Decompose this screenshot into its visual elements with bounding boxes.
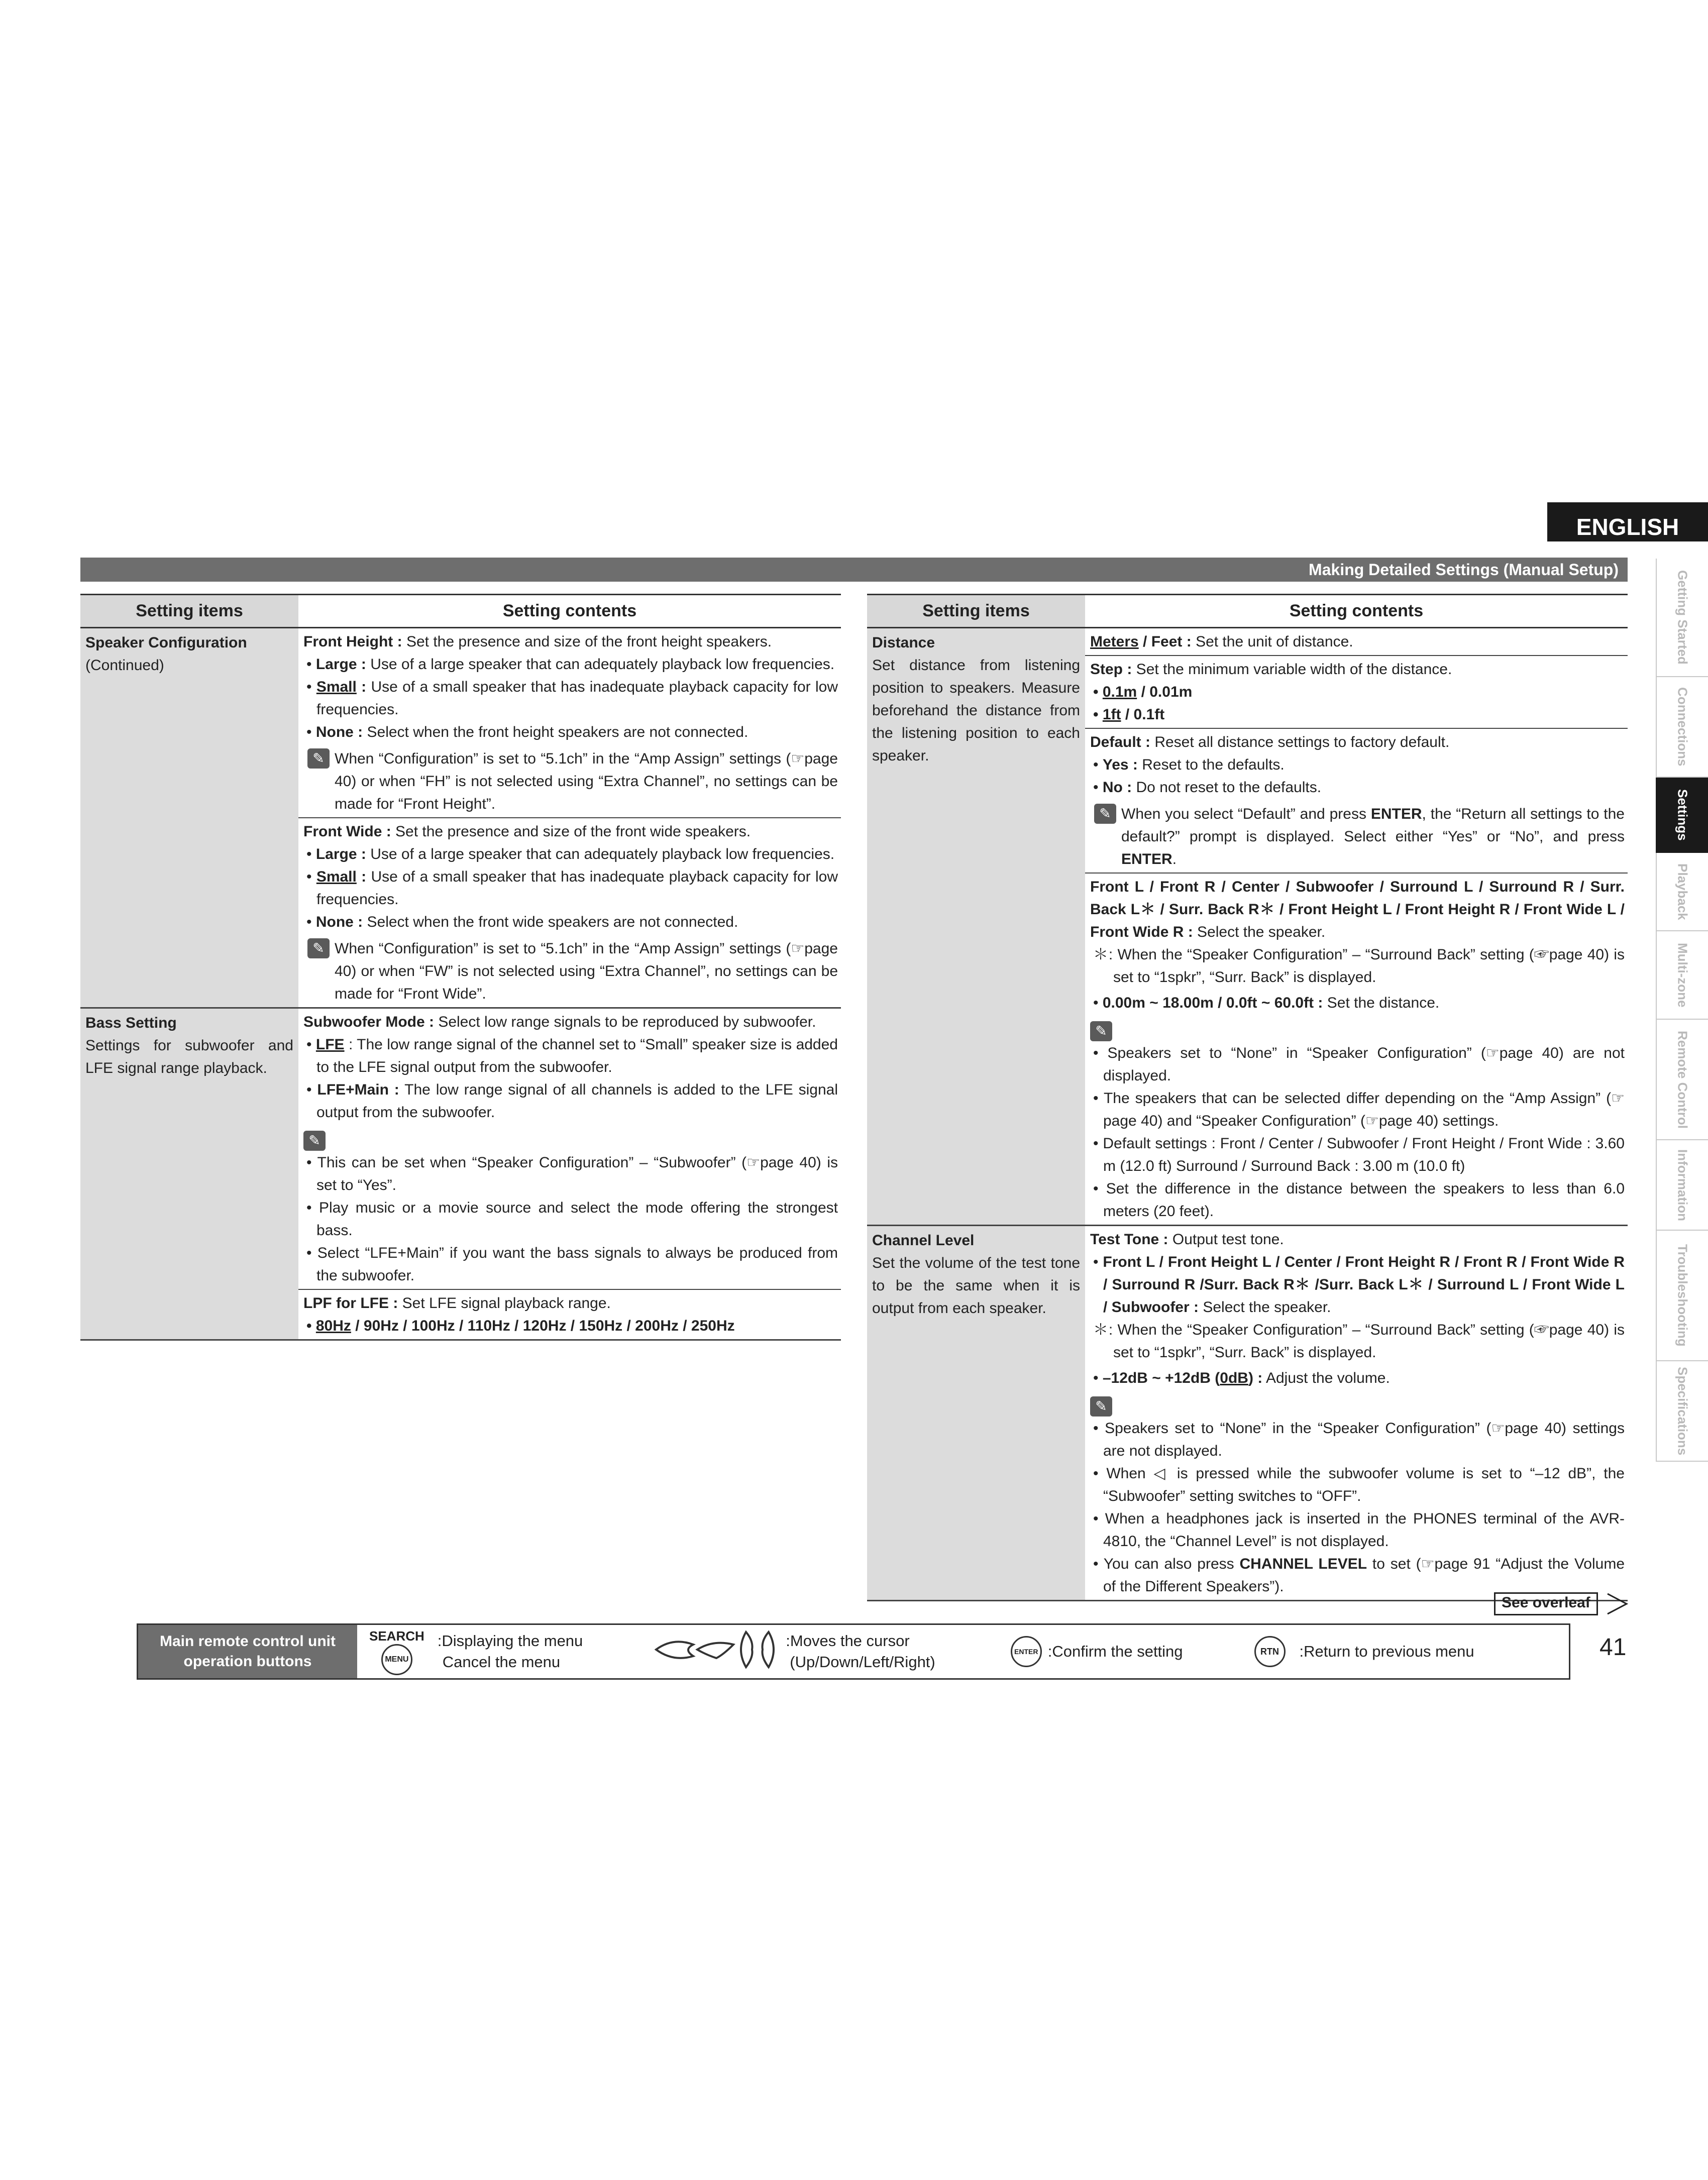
- label: LPF for LFE :: [303, 1295, 398, 1312]
- item-cell: [867, 628, 1085, 1226]
- label: Front Height :: [303, 633, 402, 650]
- side-tab-troubleshooting[interactable]: Troubleshooting: [1656, 1231, 1708, 1361]
- default-value: 0dB: [1220, 1370, 1248, 1386]
- option-text: Adjust the volume.: [1262, 1370, 1390, 1386]
- section-title-bar: Making Detailed Settings (Manual Setup): [80, 558, 1628, 582]
- menu-description: [438, 1630, 583, 1673]
- option-label: Large :: [315, 846, 366, 862]
- side-tab-multi-zone[interactable]: Multi-zone: [1656, 931, 1708, 1020]
- settings-table-right: [867, 594, 1628, 1601]
- pencil-icon: ✎: [307, 938, 330, 958]
- search-label: SEARCH: [369, 1628, 424, 1644]
- option-label: Small: [316, 868, 357, 885]
- side-tab-getting-started[interactable]: Getting Started: [1656, 559, 1708, 677]
- option-text: : The low range signal of the channel set to “Small” speaker size is added to the LFE signal output from the subwoofer.: [316, 1036, 838, 1075]
- item-description: Set distance from listening position to speakers. Measure beforehand the distance from the listening position to each speaker.: [872, 657, 1080, 764]
- item-description: Settings for subwoofer and LFE signal range playback.: [85, 1037, 293, 1076]
- text: Reset all distance settings to factory default.: [1150, 734, 1450, 750]
- option-text: Reset to the defaults.: [1137, 756, 1285, 773]
- item-description: Set the volume of the test tone to be the same when it is output from each speaker.: [872, 1255, 1080, 1317]
- key-name: ENTER: [1370, 806, 1422, 822]
- header-setting-contents: Setting contents: [1085, 595, 1628, 628]
- see-overleaf-link[interactable]: See overleaf: [1494, 1592, 1598, 1615]
- option-text: The low range signal of all channels is added to the LFE signal output from the subwoofer.: [316, 1081, 838, 1121]
- menu-desc-line: :Displaying the menu: [437, 1632, 583, 1650]
- footer-remote-buttons: [137, 1623, 1570, 1680]
- side-tab-settings[interactable]: Settings: [1656, 778, 1708, 853]
- header-setting-items: Setting items: [80, 595, 298, 628]
- side-tab-remote-control[interactable]: Remote Control: [1656, 1020, 1708, 1140]
- item-title: Speaker Configuration: [85, 634, 247, 651]
- option-text: Do not reset to the defaults.: [1132, 779, 1322, 796]
- item-cell: [867, 1226, 1085, 1601]
- enter-description: :Confirm the setting: [1047, 1643, 1183, 1660]
- return-description: :Return to previous menu: [1299, 1643, 1474, 1660]
- contents-cell: [1085, 628, 1628, 1226]
- subwoofer-mode-block: Subwoofer Mode : Select low range signals to be reproduced by subwoofer. • LFE : The low range signal of the channel set to “Small” speaker size is added to the LFE signal output from the subwoofer. • LFE+Main : The low range signal of all channels is added to the LFE signal output from the subwoofer. ✎ • This can be set when “Speaker Configuration” – “Subwoofer” (☞page 40) is set to “Yes”. • Play music or a movie source and select the mode offering the strongest bass. • Select “LFE+Main” if you want the bass signals to always be produced from the subwoofer.: [298, 1009, 841, 1289]
- contents-cell: [298, 1008, 841, 1340]
- pencil-icon: ✎: [307, 748, 330, 769]
- item-title: Distance: [872, 634, 935, 651]
- option-values: / 0.1ft: [1121, 706, 1165, 723]
- option-label: ) :: [1248, 1370, 1263, 1386]
- table-row-speaker-configuration: [80, 628, 841, 1008]
- option-text: Select when the front height speakers are not connected.: [363, 724, 749, 740]
- text: Select the speaker.: [1193, 924, 1326, 940]
- item-title: Bass Setting: [85, 1015, 177, 1031]
- note-item: • Speakers set to “None” in “Speaker Configuration” (☞page 40) are not displayed.: [1093, 1045, 1625, 1084]
- menu-desc-line: Cancel the menu: [442, 1653, 561, 1671]
- option-colon: :: [356, 868, 367, 885]
- option-label: None :: [315, 914, 363, 930]
- cursor-desc-line: :Moves the cursor: [786, 1632, 910, 1650]
- settings-table-left: [80, 594, 841, 1341]
- option-text: Use of a small speaker that has inadequate playback capacity for low frequencies.: [316, 679, 838, 718]
- label: / Feet :: [1138, 633, 1192, 650]
- table-row-distance: [867, 628, 1628, 1226]
- label: Subwoofer Mode :: [303, 1014, 434, 1030]
- page-number: 41: [1599, 1634, 1627, 1661]
- default-value: Meters: [1090, 633, 1139, 650]
- text: Set the presence and size of the front wide speakers.: [391, 823, 751, 840]
- option-label: Small: [316, 679, 357, 695]
- step-block: Step : Set the minimum variable width of the distance. • 0.1m / 0.01m • 1ft / 0.1ft: [1085, 655, 1628, 728]
- option-text: Select when the front wide speakers are not connected.: [363, 914, 738, 930]
- option-text: Use of a large speaker that can adequately playback low frequencies.: [366, 656, 835, 673]
- default-value: 1ft: [1102, 706, 1121, 723]
- default-value: 0.1m: [1102, 684, 1137, 700]
- default-value: 80Hz: [315, 1318, 351, 1334]
- note-text: When “Configuration” is set to “5.1ch” in the “Amp Assign” settings (☞page 40) or when “FH” is not selected using “Extra Channel”, no settings can be made for “Front Height”.: [335, 750, 838, 812]
- note-item: • You can also press CHANNEL LEVEL to set (☞page 91 “Adjust the Volume of the Different Speakers”).: [1093, 1556, 1625, 1595]
- key-name: CHANNEL LEVEL: [1239, 1556, 1367, 1572]
- text: Set the minimum variable width of the distance.: [1132, 661, 1452, 678]
- text: Output test tone.: [1168, 1231, 1284, 1248]
- option-text: Use of a small speaker that has inadequate playback capacity for low frequencies.: [316, 868, 838, 908]
- side-tab-information[interactable]: Information: [1656, 1140, 1708, 1231]
- cursor-description: [786, 1630, 935, 1673]
- asterisk-note: ＊: When the “Speaker Configuration” – “Surround Back” setting (☞page 40) is set to “1spkr”, “Surr. Back” is displayed.: [1093, 1322, 1625, 1361]
- header-setting-items: Setting items: [867, 595, 1085, 628]
- text: Set the presence and size of the front height speakers.: [402, 633, 772, 650]
- menu-button-icon: MENU: [381, 1644, 412, 1675]
- lpf-block: LPF for LFE : Set LFE signal playback range. • 80Hz / 90Hz / 100Hz / 110Hz / 120Hz / 150Hz / 200Hz / 250Hz: [298, 1289, 841, 1339]
- note-item: • Set the difference in the distance between the speakers to less than 6.0 meters (20 feet).: [1093, 1180, 1625, 1220]
- note-text: When “Configuration” is set to “5.1ch” in the “Amp Assign” settings (☞page 40) or when “FW” is not selected using “Extra Channel”, no settings can be made for “Front Wide”.: [335, 940, 838, 1002]
- option-values: / 0.01m: [1137, 684, 1193, 700]
- option-text: Set the distance.: [1323, 995, 1440, 1011]
- table-row-channel-level: [867, 1226, 1628, 1601]
- test-tone-block: Test Tone : Output test tone. • Front L / Front Height L / Center / Front Height R / Front R / Front Wide R / Surround R /Surr. Back R＊ /Surr. Back L＊ / Surround L / Front Wide L / Subwoofer : Select the speaker. ＊: When the “Speaker Configuration” – “Surround Back” setting (☞page 40) is set to “1spkr”, “Surr. Back” is displayed. • –12dB ~ +12dB (0dB) : Adjust the volume. ✎ • Speakers set to “None” in the “Speaker Configuration” (☞page 40) settings are not displayed. • When ◁ is pressed while the subwoofer volume is set to “–12 dB”, the “Subwoofer” setting switches to “OFF”. • When a headphones jack is inserted in the PHONES terminal of the AVR-4810, the “Channel Level” is not displayed. • You can also press CHANNEL LEVEL to set (☞page 91 “Adjust the Volume of the Different Speakers”).: [1085, 1226, 1628, 1600]
- label: Front Wide :: [303, 823, 391, 840]
- front-wide-block: Front Wide : Set the presence and size of the front wide speakers. • Large : Use of a large speaker that can adequately playback low frequencies. • Small : Use of a small speaker that has inadequate playback capacity for low frequencies. • None : Select when the front wide speakers are not connected. ✎ When “Configuration” is set to “5.1ch” in the “Amp Assign” settings (☞page 40) or when “FW” is not selected using “Extra Channel”, no settings can be made for “Front Wide”.: [298, 817, 841, 1007]
- note-text: , the “Return all settings to the default?” prompt is displayed. Select either “Yes” or “No”, and press: [1121, 806, 1625, 845]
- note-item: • When ◁ is pressed while the subwoofer volume is set to “–12 dB”, the “Subwoofer” setting switches to “OFF”.: [1093, 1465, 1625, 1504]
- asterisk-note: ＊: When the “Speaker Configuration” – “Surround Back” setting (☞page 40) is set to “1spkr”, “Surr. Back” is displayed.: [1093, 946, 1625, 986]
- side-tab-nav: [1656, 559, 1708, 1462]
- search-menu-button-group: [369, 1628, 424, 1675]
- option-label: Front L / Front Height L / Center / Front Height R / Front R / Front Wide R / Surround R /Surr. Back R＊ /Surr. Back L＊ / Surround L / Front Wide L / Subwoofer :: [1103, 1254, 1625, 1316]
- pencil-icon: ✎: [303, 1131, 326, 1151]
- item-cell: [80, 628, 298, 1008]
- note-item: • Select “LFE+Main” if you want the bass signals to always be produced from the subwoofer.: [306, 1245, 838, 1284]
- note-item: • This can be set when “Speaker Configuration” – “Subwoofer” (☞page 40) is set to “Yes”.: [306, 1154, 838, 1193]
- note-item: • Speakers set to “None” in the “Speaker Configuration” (☞page 40) settings are not displayed.: [1093, 1420, 1625, 1459]
- option-text: Use of a large speaker that can adequately playback low frequencies.: [366, 846, 835, 862]
- note-item: • When a headphones jack is inserted in the PHONES terminal of the AVR-4810, the “Channel Level” is not displayed.: [1093, 1510, 1625, 1550]
- option-text: Select the speaker.: [1199, 1299, 1331, 1316]
- return-button-icon: RTN: [1254, 1636, 1286, 1667]
- unit-block: [1085, 628, 1628, 655]
- option-label: LFE+Main :: [317, 1081, 399, 1098]
- text: Set the unit of distance.: [1191, 633, 1353, 650]
- front-height-block: Front Height : Set the presence and size of the front height speakers. • Large : Use of a large speaker that can adequately playback low frequencies. • Small : Use of a small speaker that has inadequate playback capacity for low frequencies. • None : Select when the front height speakers are not connected. ✎ When “Configuration” is set to “5.1ch” in the “Amp Assign” settings (☞page 40) or when “FH” is not selected using “Extra Channel”, no settings can be made for “Front Height”.: [303, 633, 838, 812]
- label: Step :: [1090, 661, 1132, 678]
- option-colon: :: [356, 679, 367, 695]
- speaker-distance-block: Front L / Front R / Center / Subwoofer / Surround L / Surround R / Surr. Back L＊ / Surr. Back R＊ / Front Height L / Front Height R / Front Wide L / Front Wide R : Select the speaker. ＊: When the “Speaker Configuration” – “Surround Back” setting (☞page 40) is set to “1spkr”, “Surr. Back” is displayed. • 0.00m ~ 18.00m / 0.0ft ~ 60.0ft : Set the distance. ✎ • Speakers set to “None” in “Speaker Configuration” (☞page 40) are not displayed. • The speakers that can be selected differ depending on the “Amp Assign” (☞page 40) and “Speaker Configuration” (☞page 40) settings. • Default settings : Front / Center / Subwoofer / Front Height / Front Wide : 3.60 m (12.0 ft) Surround / Surround Back : 3.00 m (10.0 ft) • Set the difference in the distance between the speakers to less than 6.0 meters (20 feet).: [1085, 873, 1628, 1225]
- label: Default :: [1090, 734, 1150, 750]
- cursor-buttons-icon: [653, 1627, 779, 1676]
- side-tab-playback[interactable]: Playback: [1656, 853, 1708, 931]
- option-label: Large :: [315, 656, 366, 673]
- note-item: • Default settings : Front / Center / Subwoofer / Front Height / Front Wide : 3.60 m (12.0 ft) Surround / Surround Back : 3.00 m (10.0 ft): [1093, 1135, 1625, 1174]
- footer-label: Main remote control unit operation buttons: [138, 1625, 357, 1678]
- header-setting-contents: Setting contents: [298, 595, 841, 628]
- language-badge: ENGLISH: [1547, 502, 1708, 541]
- contents-cell: [1085, 1226, 1628, 1601]
- key-name: ENTER: [1121, 851, 1172, 867]
- pencil-icon: ✎: [1090, 1396, 1112, 1416]
- default-block: Default : Reset all distance settings to factory default. • Yes : Reset to the defaults. • No : Do not reset to the defaults. ✎ When you select “Default” and press ENTER, the “Return all settings to the default?” prompt is displayed. Select either “Yes” or “No”, and press ENTER.: [1085, 728, 1628, 873]
- pencil-icon: ✎: [1090, 1021, 1112, 1041]
- arrow-right-icon: [1607, 1592, 1629, 1615]
- enter-button-icon: ENTER: [1011, 1636, 1042, 1667]
- pencil-icon: ✎: [1094, 804, 1116, 824]
- option-label: None :: [315, 724, 363, 740]
- note-text: .: [1172, 851, 1177, 867]
- note-item: • Play music or a movie source and select the mode offering the strongest bass.: [306, 1200, 838, 1239]
- option-label: 0.00m ~ 18.00m / 0.0ft ~ 60.0ft :: [1102, 995, 1323, 1011]
- label: Test Tone :: [1090, 1231, 1168, 1248]
- note-item: • The speakers that can be selected differ depending on the “Amp Assign” (☞page 40) and “Speaker Configuration” (☞page 40) settings.: [1093, 1090, 1625, 1129]
- option-values: / 90Hz / 100Hz / 110Hz / 120Hz / 150Hz / 200Hz / 250Hz: [351, 1318, 735, 1334]
- option-label: No :: [1102, 779, 1132, 796]
- item-subtitle: (Continued): [85, 657, 164, 674]
- contents-cell: [298, 628, 841, 1008]
- label: Front L / Front R / Center / Subwoofer / Surround L / Surround R / Surr. Back L＊ / Surr. Back R＊ / Front Height L / Front Height R / Front Wide L / Front Wide R :: [1090, 879, 1625, 940]
- item-cell: [80, 1008, 298, 1340]
- option-label: Yes :: [1102, 756, 1138, 773]
- note-text: When you select “Default” and press: [1121, 806, 1371, 822]
- option-label: LFE: [315, 1036, 345, 1053]
- side-tab-specifications[interactable]: Specifications: [1656, 1361, 1708, 1462]
- cursor-desc-line: (Up/Down/Left/Right): [790, 1653, 935, 1671]
- option-label: –12dB ~ +12dB (: [1102, 1370, 1220, 1386]
- text: Select low range signals to be reproduced by subwoofer.: [434, 1014, 816, 1030]
- item-title: Channel Level: [872, 1232, 975, 1249]
- text: Set LFE signal playback range.: [398, 1295, 611, 1312]
- side-tab-connections[interactable]: Connections: [1656, 677, 1708, 778]
- table-row-bass-setting: [80, 1008, 841, 1340]
